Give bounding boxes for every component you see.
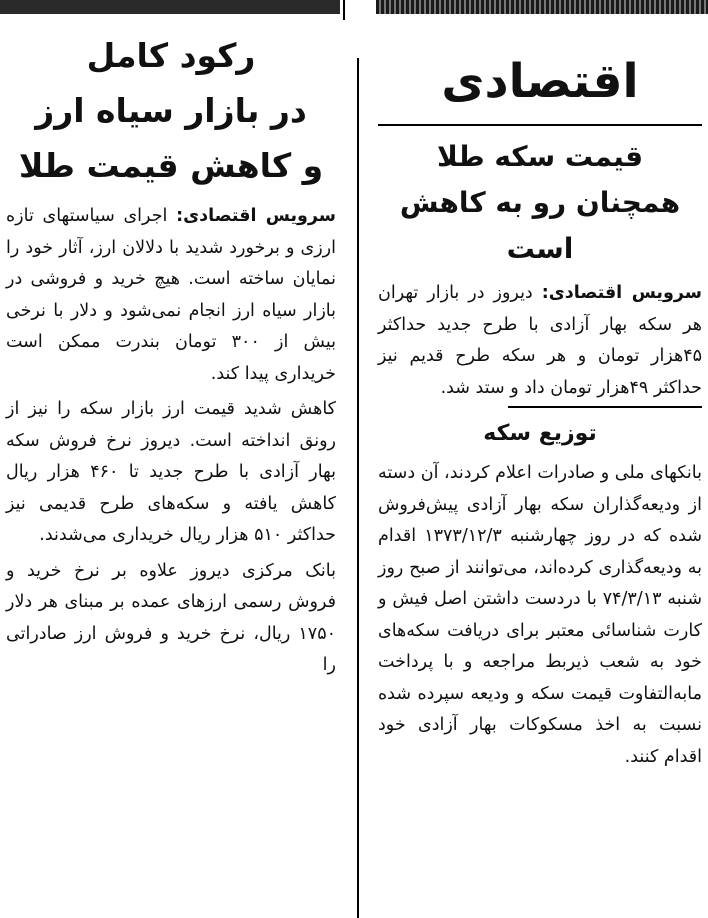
right-article — [378, 16, 702, 773]
left-paragraph-3: بانک مرکزی دیروز علاوه بر نرخ خرید و فروش رسمی ارزهای عمده بر مبنای هر دلار ۱۷۵۰ ریال، نرخ خرید و فروش ارز صادراتی را — [6, 560, 336, 675]
right-paragraph-1-text: دیروز در بازار تهران هر سکه بهار آزادی با طرح جدید حداکثر ۴۵هزار تومان و هر سکه طرح قدیم نیز حداکثر ۴۹هزار تومان داد و ستد شد. — [378, 283, 702, 398]
left-headline-line-3: و کاهش قیمت طلا — [18, 146, 324, 185]
right-headline-line-2: همچنان رو به کاهش — [399, 186, 681, 219]
left-headline-line-1: رکود کامل — [86, 36, 256, 75]
left-article — [6, 16, 336, 682]
subheading: توزیع سکه — [483, 421, 597, 446]
column-divider — [357, 58, 359, 918]
column-divider-top — [343, 0, 345, 20]
right-headline — [378, 134, 702, 272]
left-headline — [6, 28, 336, 193]
left-service-label: سرویس اقتصادی: — [176, 206, 336, 226]
section-title: اقتصادی — [441, 54, 639, 109]
right-paragraph-2: بانکهای ملی و صادرات اعلام کردند، آن دسته از ودیعه‌گذاران سکه بهار آزادی پیش‌فروش شده که در روز چهارشنبه ۱۳۷۳/۱۲/۳ اقدام به ودیعه‌گذاری کرده‌اند، می‌توانند از صبح روز شنبه ۷۴/۳/۱۳ با دردست داشتن اصل فیش و کارت شناسائی معتبر برای دریافت سکه‌های خود به شعب ذیربط مراجعه و با پرداخت مابه‌التفاوت قیمت سکه و ودیعه سپرده شده نسبت به اخذ مسکوکات بهار آزادی خود اقدام کنند. — [378, 463, 702, 767]
right-headline-line-3: است — [506, 232, 574, 265]
section-rule — [378, 124, 702, 126]
subheading-rule — [508, 406, 702, 408]
right-service-label: سرویس اقتصادی: — [541, 283, 702, 303]
right-headline-line-1: قیمت سکه طلا — [436, 140, 644, 173]
right-paragraph-1 — [378, 278, 702, 404]
top-band-left — [0, 0, 340, 14]
left-paragraph-1-text: اجرای سیاستهای تازه ارزی و برخورد شدید با دلالان ارز، آثار خود را نمایان ساخته است. هیچ خرید و فروشی در بازار سیاه ارز انجام نمی‌شود و دلار با نرخی بیش از ۳۰۰ تومان بندرت ممکن است خریداری پیدا کند. — [6, 206, 336, 384]
left-paragraph-2: کاهش شدید قیمت ارز بازار سکه را نیز از رونق انداخته است. دیروز نرخ فروش سکه بهار آزادی با طرح جدید تا ۴۶۰ هزار ریال کاهش یافته و سکه‌های طرح قدیمی نیز حداکثر ۵۱۰ هزار ریال خریداری می‌شدند. — [6, 399, 336, 545]
top-band-right — [376, 0, 708, 14]
left-paragraph-1 — [6, 201, 336, 390]
left-headline-line-2: در بازار سیاه ارز — [35, 91, 307, 130]
